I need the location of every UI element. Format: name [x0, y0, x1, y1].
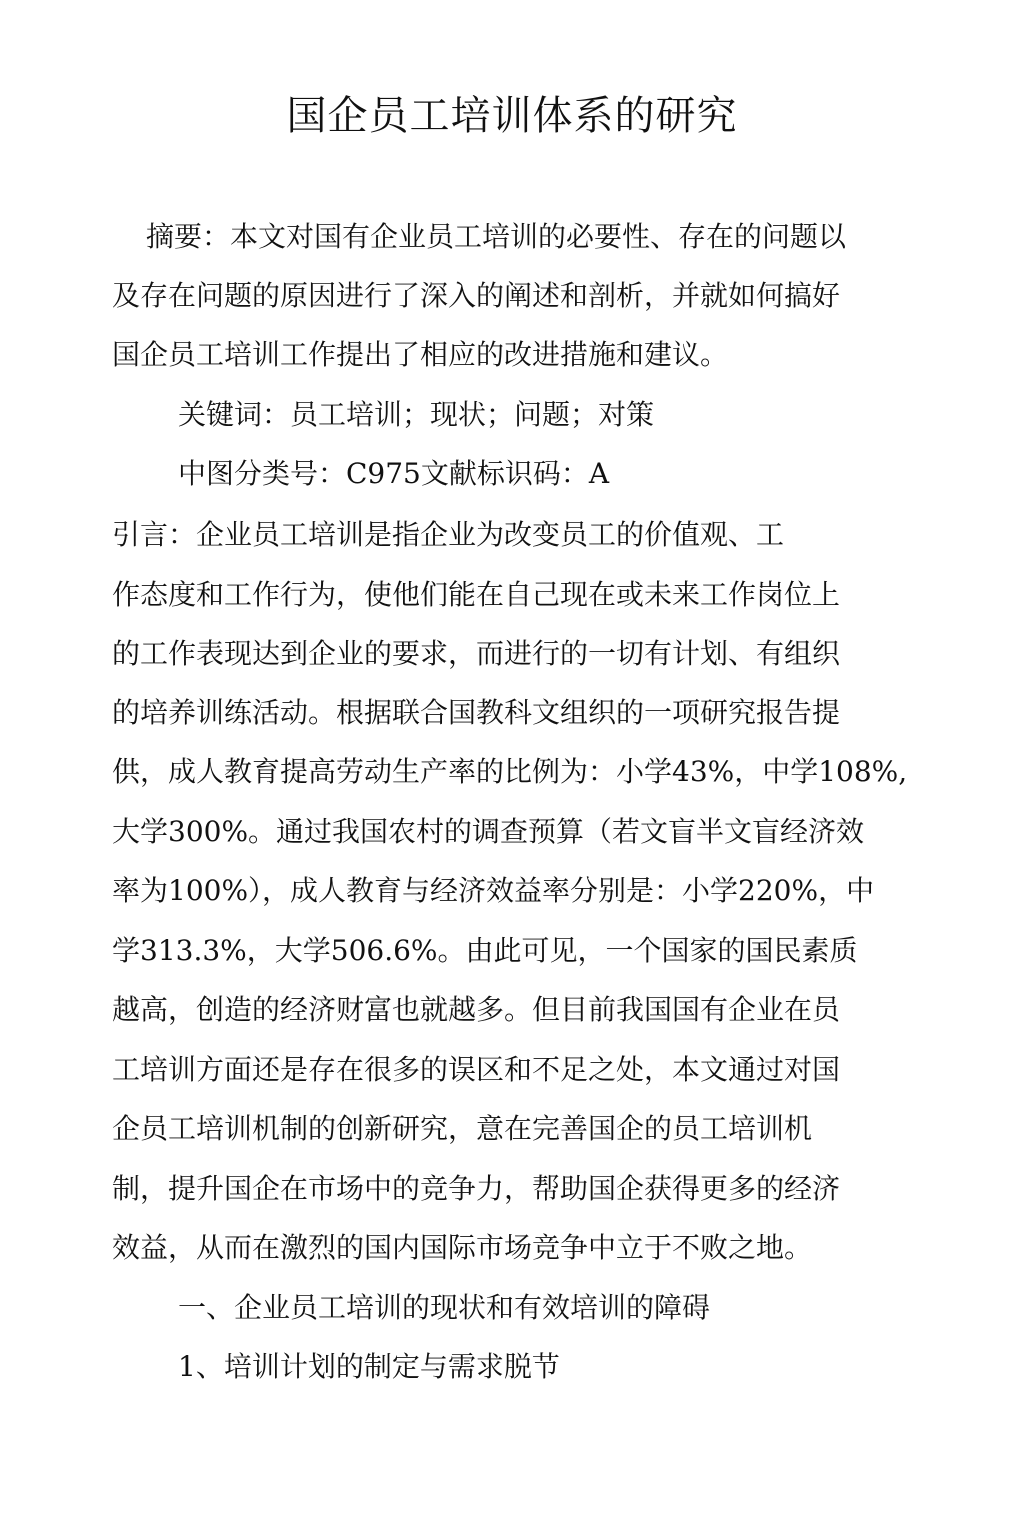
intro-line-10: 工培训方面还是存在很多的误区和不足之处，本文通过对国 — [112, 1053, 841, 1086]
intro-line-2: 作态度和工作行为，使他们能在自己现在或未来工作岗位上 — [112, 578, 841, 611]
intro-line-12: 制，提升国企在市场中的竞争力，帮助国企获得更多的经济 — [112, 1172, 841, 1205]
intro-line-5: 供，成人教育提高劳动生产率的比例为：小学43%，中学108%, — [112, 755, 908, 788]
intro-line-1: 引言：企业员工培训是指企业为改变员工的价值观、工 — [112, 518, 785, 551]
abstract-line-2: 及存在问题的原因进行了深入的阐述和剖析，并就如何搞好 — [112, 279, 841, 312]
classification-line: 中图分类号：C975文献标识码：A — [178, 457, 610, 490]
abstract-line-1: 摘要：本文对国有企业员工培训的必要性、存在的问题以 — [146, 220, 847, 253]
intro-line-11: 企员工培训机制的创新研究，意在完善国企的员工培训机 — [112, 1112, 813, 1145]
intro-line-8: 学313.3%，大学506.6%。由此可见，一个国家的国民素质 — [112, 934, 858, 967]
section-heading: 一、企业员工培训的现状和有效培训的障碍 — [178, 1291, 711, 1324]
subsection-heading: 1、培训计划的制定与需求脱节 — [178, 1350, 560, 1383]
intro-line-3: 的工作表现达到企业的要求，而进行的一切有计划、有组织 — [112, 637, 841, 670]
abstract-line-3: 国企员工培训工作提出了相应的改进措施和建议。 — [112, 338, 729, 371]
intro-line-7: 率为100%），成人教育与经济效益率分别是：小学220%，中 — [112, 874, 875, 907]
intro-line-13: 效益，从而在激烈的国内国际市场竞争中立于不败之地。 — [112, 1231, 813, 1264]
document-title: 国企员工培训体系的研究 — [286, 93, 738, 139]
intro-line-6: 大学300%。通过我国农村的调查预算（若文盲半文盲经济效 — [112, 815, 865, 848]
intro-line-4: 的培养训练活动。根据联合国教科文组织的一项研究报告提 — [112, 696, 841, 729]
keywords-line: 关键词：员工培训；现状；问题；对策 — [178, 398, 655, 431]
intro-line-9: 越高，创造的经济财富也就越多。但目前我国国有企业在员 — [112, 993, 841, 1026]
